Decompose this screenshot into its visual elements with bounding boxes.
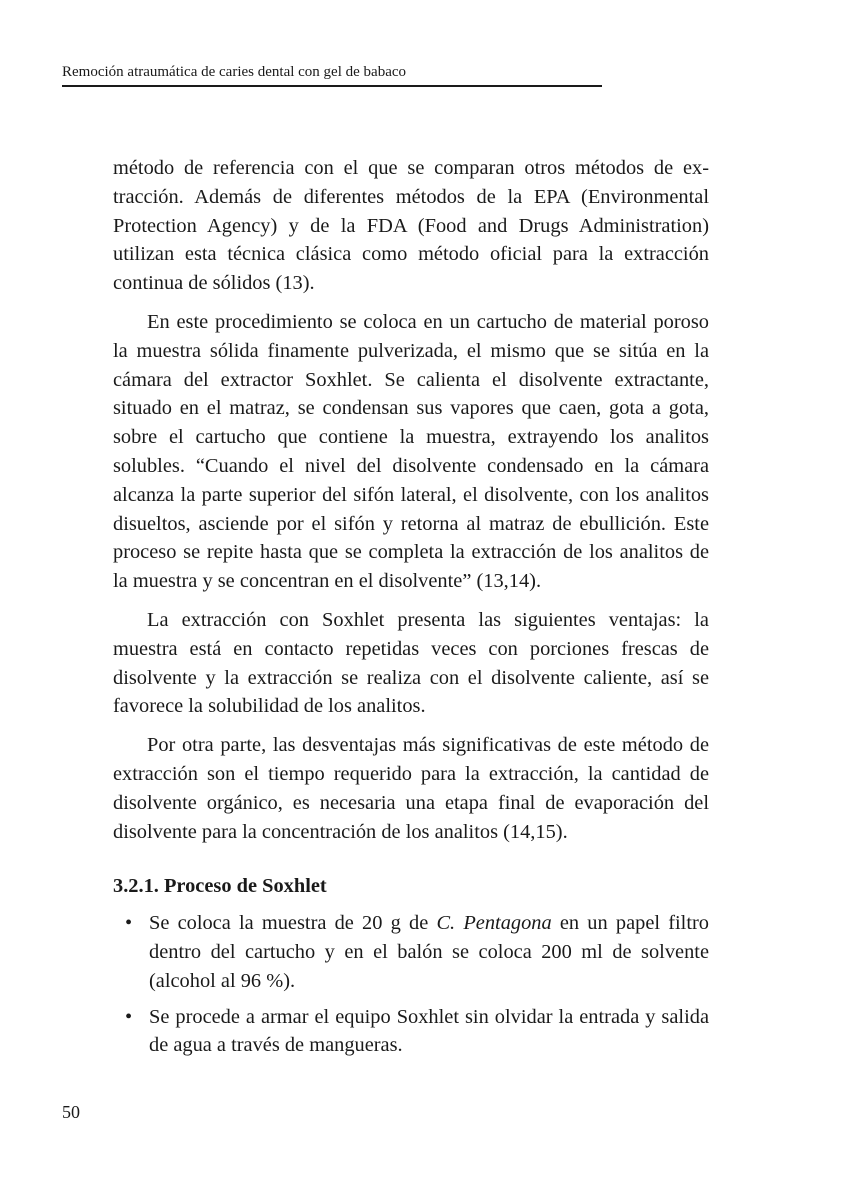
list-item — [113, 1003, 709, 1061]
list-item — [113, 909, 709, 995]
bullet-icon: • — [125, 912, 133, 935]
running-title: Remoción atraumática de caries dental con gel de babaco — [62, 64, 407, 80]
paragraph: La extracción con Soxhlet presenta las siguientes ventajas: la muestra está en contacto repetidas veces con porciones frescas de disolvente y la extracción se realiza con el disolvente caliente, así se favorece la solubilidad de los analitos. — [113, 608, 709, 718]
paragraph: método de referencia con el que se comparan otros métodos de extracción. Además de diferentes métodos de la EPA (Environmental Protection Agency) y de la FDA (Food and Drugs Administration) utilizan esta técnica clásica como método oficial para la extracción continua de sólidos (13). — [113, 157, 709, 295]
paragraph: Por otra parte, las desventajas más significativas de este método de extracción son el tiempo requerido para la extracción, la cantidad de disolvente orgánico, es necesaria una etapa final de evaporación del disolvente para la concentración de los analitos (14,15). — [113, 734, 709, 843]
paragraph: En este procedimiento se coloca en un cartucho de material poroso la muestra sólida finamente pulverizada, el mismo que se sitúa en la cámara del extractor Soxhlet. Se calienta el disolvente extractante, situado en el matraz, se condensan sus vapores que caen, gota a gota, sobre el cartucho que contiene la muestra, extrayendo los analitos solubles. “Cuando el nivel del disolvente condensado en la cámara alcanza la parte superior del sifón lateral, el disolvente, con los analitos disueltos, asciende por el sifón y retorna al matraz de ebullición. Este proceso se repite hasta que se completa la extracción de los analitos de la muestra y se concentran en el disolvente” (13,14). — [113, 310, 709, 593]
species-name: C. Pentagona — [436, 912, 552, 935]
bullet-icon: • — [125, 1005, 133, 1028]
list-item-text: Se coloca la muestra de 20 g de C. Pentagona en un papel filtro dentro del cartucho y en el balón se coloca 200 ml de solvente (alcohol al 96 %). — [149, 912, 710, 992]
bullet-list — [113, 909, 709, 1060]
page-body — [113, 154, 709, 1067]
list-item-text: Se procede a armar el equipo Soxhlet sin olvidar la entrada y salida de agua a través de mangueras. — [149, 1005, 709, 1057]
section-heading: 3.2.1. Proceso de Soxhlet — [113, 875, 327, 898]
running-header — [62, 62, 602, 87]
page-number: 50 — [62, 1102, 80, 1122]
